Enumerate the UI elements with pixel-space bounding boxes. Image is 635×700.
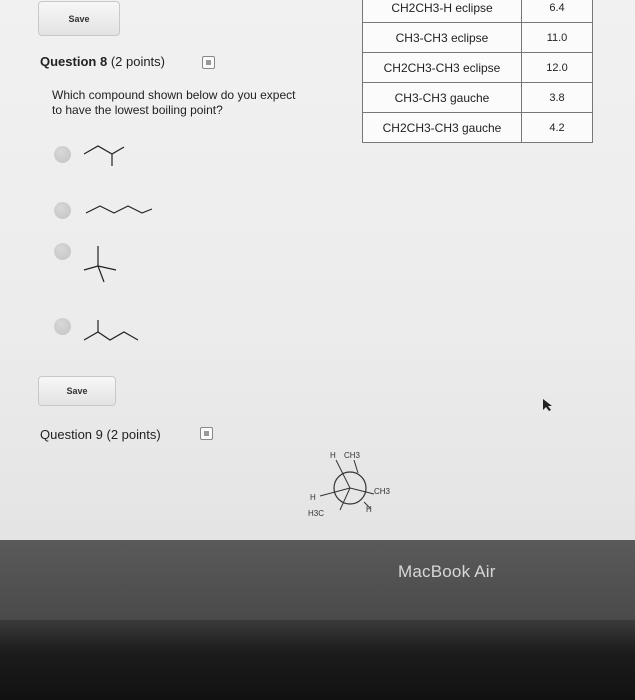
laptop-base — [0, 620, 635, 700]
table-cell-value: 3.8 — [522, 83, 593, 113]
option-c-radio[interactable] — [54, 243, 71, 260]
table-cell-value: 6.4 — [522, 0, 593, 23]
option-a-radio[interactable] — [54, 146, 71, 163]
mouse-cursor-icon — [542, 398, 554, 412]
newman-label-left: H — [310, 493, 316, 502]
table-row — [363, 0, 593, 23]
question-8-points: (2 points) — [110, 54, 166, 69]
option-a-structure-icon — [80, 140, 140, 170]
table-cell-name: CH3-CH3 gauche — [363, 83, 522, 113]
table-cell-value: 11.0 — [522, 23, 593, 53]
flag-question-icon[interactable] — [202, 56, 215, 69]
option-b-structure-icon — [80, 200, 160, 220]
question-9-title — [40, 427, 161, 442]
option-c-structure-icon — [80, 242, 130, 292]
table-cell-name: CH2CH3-H eclipse — [363, 0, 522, 23]
option-d-structure-icon — [80, 318, 150, 348]
newman-projection-diagram — [300, 448, 410, 528]
question-9-label: Question 9 — [40, 427, 103, 442]
table-cell-name: CH2CH3-CH3 gauche — [363, 113, 522, 143]
laptop-bezel — [0, 540, 635, 620]
table-row — [363, 83, 593, 113]
table-cell-value: 12.0 — [522, 53, 593, 83]
option-b-radio[interactable] — [54, 202, 71, 219]
question-8-prompt — [52, 88, 295, 118]
question-8-title — [40, 54, 165, 69]
table-cell-name: CH2CH3-CH3 eclipse — [363, 53, 522, 83]
newman-label-bottom-left: H3C — [308, 509, 325, 518]
newman-label-front-top: H — [330, 451, 336, 460]
newman-label-right: CH3 — [374, 487, 391, 496]
table-row — [363, 113, 593, 143]
save-button-question-8[interactable] — [38, 376, 116, 406]
newman-label-bottom-right: H — [366, 505, 372, 514]
interaction-energy-table — [362, 0, 593, 143]
table-row — [363, 23, 593, 53]
save-button-top-label: Save — [68, 13, 90, 24]
table-cell-name: CH3-CH3 eclipse — [363, 23, 522, 53]
option-d-radio[interactable] — [54, 318, 71, 335]
save-button-question-8-label: Save — [66, 386, 88, 396]
newman-label-back-top: CH3 — [344, 451, 361, 460]
laptop-brand-label: MacBook Air — [398, 562, 496, 581]
save-button-top[interactable] — [38, 1, 120, 36]
question-8-prompt-line1: Which compound shown below do you expect — [52, 88, 296, 102]
table-row — [363, 53, 593, 83]
question-8-prompt-line2: to have the lowest boiling point? — [52, 103, 223, 117]
question-9-points: (2 points) — [106, 427, 161, 442]
table-cell-value: 4.2 — [522, 113, 593, 143]
question-8-label: Question 8 — [40, 54, 108, 69]
flag-question-9-icon[interactable] — [200, 427, 213, 440]
